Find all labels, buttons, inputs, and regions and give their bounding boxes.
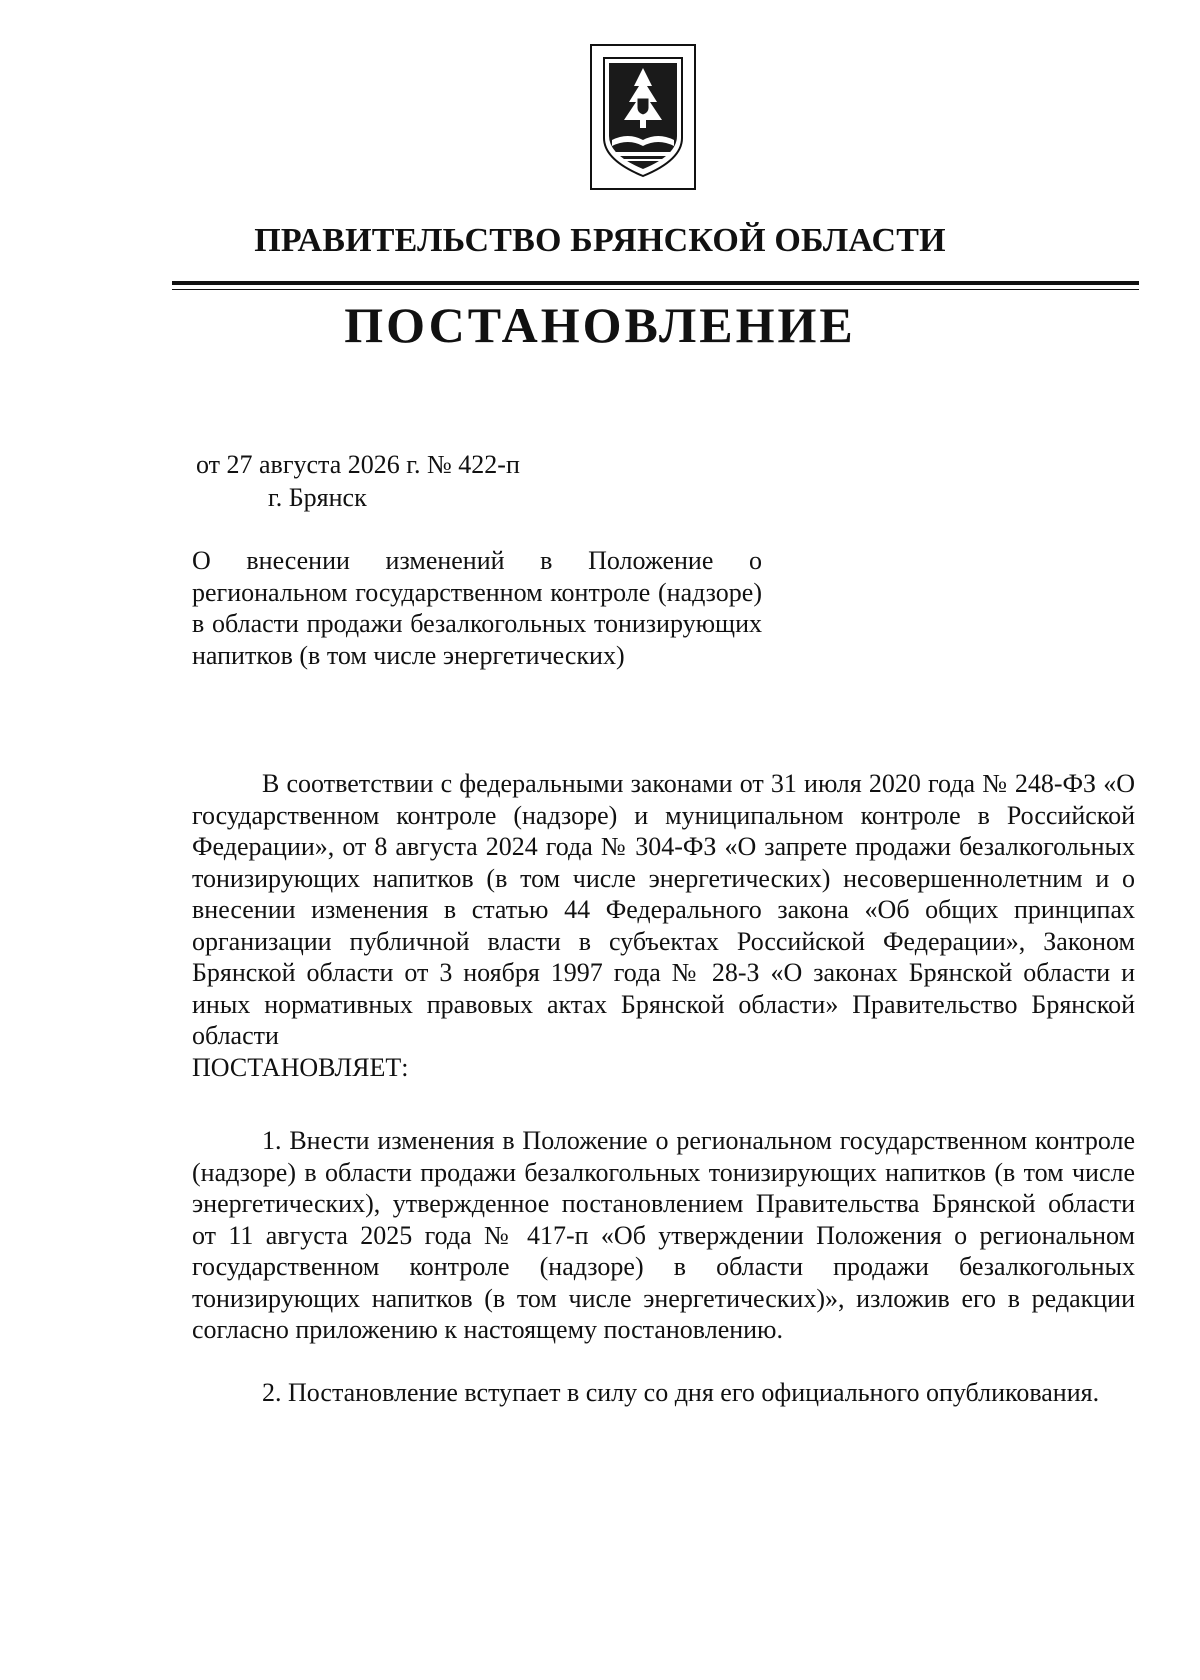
item-2-paragraph: 2. Постановление вступает в силу со дня его официального опубликования. xyxy=(262,1378,1100,1407)
header-rule-thick xyxy=(172,281,1139,285)
city: г. Брянск xyxy=(268,483,367,512)
preamble-paragraph: В соответствии с федеральными законами от 31 июля 2020 года № 248-ФЗ «О государственном контроле (надзоре) и муниципальном контроле в Российской Федерации», от 8 августа 2024 года № 304-ФЗ «О запрете продажи безалкогольных тонизирующих напитков (в том числе энергетических) несовершеннолетним и о внесении изменения в статью 44 Федерального закона «Об общих принципах организации публичной власти в субъектах Российской Федерации», Законом Брянской области от 3 ноября 1997 года № 28-З «О законах Брянской области и иных нормативных правовых актах Брянской области» Правительство Брянской области xyxy=(192,769,1135,1050)
document-type-title: ПОСТАНОВЛЕНИЕ xyxy=(344,297,856,353)
coat-of-arms-icon xyxy=(590,44,696,190)
item-1-paragraph: 1. Внести изменения в Положение о региональном государственном контроле (надзоре) в области продажи безалкогольных тонизирующих напитков (в том числе энергетических), утвержденное постановлением Правительства Брянской области от 11 августа 2025 года № 417-п «Об утверждении Положения о региональном государственном контроле (надзоре) в области продажи безалкогольных тонизирующих напитков (в том числе энергетических)», изложив его в редакции согласно приложению к настоящему постановлению. xyxy=(192,1126,1135,1344)
date-number: от 27 августа 2026 г. № 422-п xyxy=(196,450,520,479)
organization-title: ПРАВИТЕЛЬСТВО БРЯНСКОЙ ОБЛАСТИ xyxy=(254,222,946,259)
document-subject: О внесении изменений в Положение о региональном государственном контроле (надзоре) в области продажи безалкогольных тонизирующих напитков (в том числе энергетических) xyxy=(192,546,762,670)
header-rule-thin xyxy=(172,289,1139,290)
decree-word: ПОСТАНОВЛЯЕТ: xyxy=(192,1053,409,1082)
